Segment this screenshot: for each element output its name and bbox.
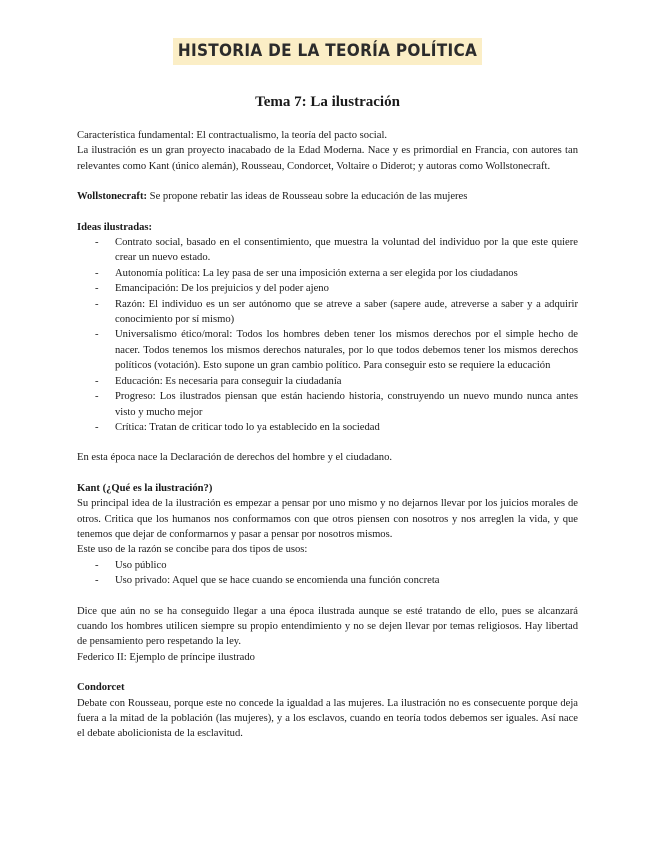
- condorcet-paragraph: Debate con Rousseau, porque este no concede la igualdad a las mujeres. La ilustración no es consecuente porque deja fuera a la mitad de la población (las mujeres), y a los esclavos, cuando en teoría todos debemos ser iguales. Así nace el debate abolicionista de la esclavitud.: [77, 697, 578, 740]
- condorcet-heading: Condorcet: [77, 682, 125, 694]
- ideas-heading: Ideas ilustradas:: [77, 221, 153, 233]
- wollstonecraft-text: Se propone rebatir las ideas de Rousseau sobre la educación de las mujeres: [147, 191, 468, 203]
- wollstonecraft-label: Wollstonecraft:: [77, 191, 148, 203]
- list-item: - Universalismo ético/moral: Todos los hombres deben tener los mismos derechos por el simple hecho de nacer. Todos tenemos los mismos derechos naturales, por lo que todos debemos tener los mismos derechos políticos (votación). Esto supone un gran cambio político. Para conseguir esto se requiere la educación: [115, 327, 578, 373]
- kant-paragraph-3: Dice que aún no se ha conseguido llegar a una época ilustrada aunque se esté tratando de ello, pues se alcanzará cuando los hombres utilicen siempre su propio entendimiento y no se dejen llevar por temas religiosos. Hay libertad de pensamiento pero respetando la ley.: [77, 605, 578, 648]
- banner-container: [0, 38, 655, 65]
- kant-paragraph-4: Federico II: Ejemplo de príncipe ilustrado: [77, 651, 255, 663]
- list-item: - Razón: El individuo es un ser autónomo que se atreve a saber (sapere aude, atreverse a saber y a adquirir conocimiento por sí mismo): [115, 297, 578, 328]
- list-item: - Crítica: Tratan de criticar todo lo ya establecido en la sociedad: [115, 420, 578, 435]
- list-item: - Uso público: [115, 558, 578, 573]
- list-item: - Emancipación: De los prejuicios y del poder ajeno: [115, 281, 578, 296]
- list-item: - Contrato social, basado en el consentimiento, que muestra la voluntad del individuo por la que este quiere crear un nuevo estado.: [115, 235, 578, 266]
- page-title: Tema 7: La ilustración: [255, 94, 400, 110]
- list-item: - Educación: Es necesaria para conseguir la ciudadanía: [115, 374, 578, 389]
- intro-paragraph-2: La ilustración es un gran proyecto inacabado de la Edad Moderna. Nace y es primordial en Francia, con autores tan relevantes como Kant (único alemán), Rousseau, Condorcet, Voltaire o Diderot; y autoras como Wollstonecraft.: [77, 145, 578, 172]
- kant-paragraph-2: Este uso de la razón se concibe para dos tipos de usos:: [77, 544, 308, 556]
- kant-uses-list: [77, 558, 578, 589]
- declaracion-paragraph: En esta época nace la Declaración de derechos del hombre y el ciudadano.: [77, 452, 393, 464]
- list-item: - Autonomía política: La ley pasa de ser una imposición externa a ser elegida por los ciudadanos: [115, 266, 578, 281]
- document-body: [77, 128, 578, 742]
- ideas-list: [77, 235, 578, 435]
- intro-paragraph-1: Característica fundamental: El contractualismo, la teoría del pacto social.: [77, 130, 388, 141]
- list-item: - Uso privado: Aquel que se hace cuando se encomienda una función concreta: [115, 573, 578, 588]
- kant-paragraph-1: Su principal idea de la ilustración es empezar a pensar por uno mismo y no dejarnos llevar por los juicios morales de otros. Critica que los humanos nos conformamos con que otros piensen con nosotros y nos arreglen la vida, y que tenemos que dejar de conformarnos y pasar a pensar por nosotros mismos.: [77, 498, 578, 540]
- list-item: - Progreso: Los ilustrados piensan que están haciendo historia, construyendo un nuevo mundo nunca antes visto y mucho mejor: [115, 389, 578, 420]
- course-banner: HISTORIA DE LA TEORÍA POLÍTICA: [173, 38, 482, 65]
- wollstonecraft-paragraph: [77, 189, 578, 204]
- kant-heading: Kant (¿Qué es la ilustración?): [77, 482, 213, 494]
